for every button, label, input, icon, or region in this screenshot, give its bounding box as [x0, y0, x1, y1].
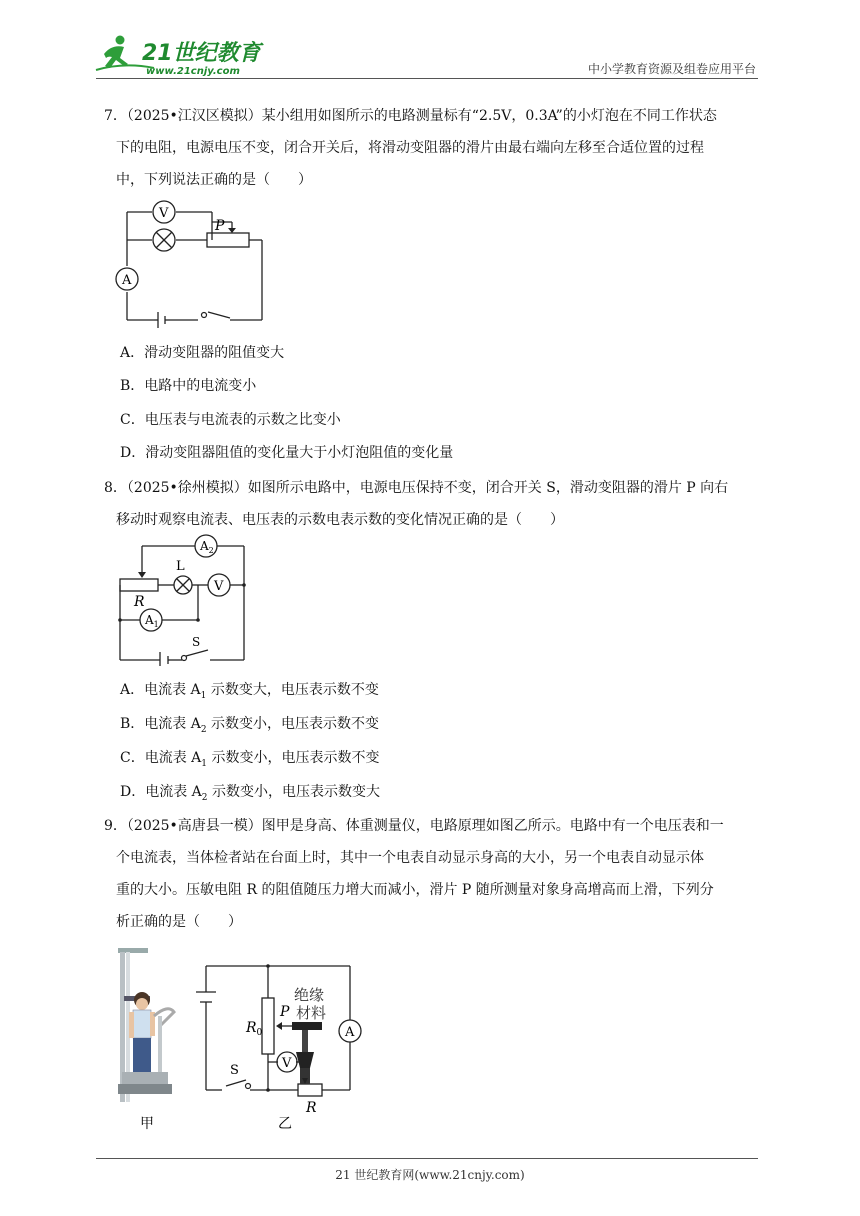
question-9-number: 9． [104, 818, 127, 834]
figure-b-switch-label: S [230, 1063, 239, 1078]
question-8-option-a[interactable]: A．电流表 $A_1$ 示数变大，电压表示数不变 [120, 682, 379, 701]
figure-b-r0-label: R [246, 1020, 257, 1036]
figure-b-resistor-label: R [306, 1100, 317, 1116]
question-8-option-b[interactable]: B．电流表 $A_2$ 示数变小，电压表示数不变 [120, 716, 380, 735]
footer-site-link[interactable]: 21 世纪教育网(www.21cnjy.com) [335, 1168, 525, 1182]
question-7-number: 7． [104, 108, 127, 124]
logo-main-text: 21世纪教育 [142, 41, 261, 66]
figure-a-caption: 甲 [140, 1116, 154, 1132]
question-7-line-2: 下的电阻，电源电压不变，闭合开关后，将滑动变阻器的滑片由最右端向左移至合适位置的过程 [116, 140, 704, 156]
question-8-circuit-diagram [112, 534, 262, 666]
question-8-option-c[interactable]: C．电流表 $A_1$ 示数变小，电压表示数不变 [120, 750, 380, 769]
question-8-line-2: 移动时观察电流表、电压表的示数电表示数的变化情况正确的是（ ） [116, 512, 564, 528]
question-7-option-b[interactable]: B．电路中的电流变小 [120, 378, 257, 394]
figure-b-insulation-line-1: 绝缘 [294, 986, 325, 1004]
q8-a1-sub: 1 [153, 620, 159, 629]
figure-b-insulation-line-2: 材料 [296, 1004, 327, 1022]
figure-b-ammeter-label: A [345, 1025, 355, 1040]
question-8-option-d[interactable]: D．电流表 $A_2$ 示数变小，电压表示数变大 [120, 784, 380, 803]
site-logo [94, 34, 264, 80]
question-7-option-a[interactable]: A．滑动变阻器的阻值变大 [120, 345, 285, 361]
q8-lamp-label: L [176, 559, 185, 574]
question-9-line-1: （2025•高唐县一模）图甲是身高、体重测量仪，电路原理如图乙所示。电路中有一个电压表和一 [126, 818, 724, 834]
question-8-number: 8． [104, 480, 127, 496]
logo-url-text: www.21cnjy.com [146, 66, 240, 77]
q7-voltmeter-label: V [159, 206, 169, 221]
q8-voltmeter-label: V [214, 579, 224, 594]
question-9-line-2: 个电流表，当体检者站在台面上时，其中一个电表自动显示身高的大小，另一个电表自动显示体 [116, 850, 704, 866]
svg-text:A2 [199, 539, 214, 555]
q8-a2-label: A [200, 539, 209, 553]
q8-a2-sub: 2 [208, 546, 214, 555]
figure-b-voltmeter-label: V [282, 1056, 292, 1071]
q7-ammeter-label: A [122, 273, 132, 288]
question-9-line-3: 重的大小。压敏电阻 R 的阻值随压力增大而减小，滑片 P 随所测量对象身高增高而上滑，下列分 [116, 882, 714, 898]
question-8-line-1: （2025•徐州模拟）如图所示电路中，电源电压保持不变，闭合开关 S，滑动变阻器的滑片 P 向右 [126, 480, 729, 496]
question-9-line-4: 析正确的是（ ） [116, 914, 242, 930]
question-9-figure-a-device [112, 946, 187, 1136]
svg-text:R0 [245, 1020, 263, 1038]
q8-a1-label: A [145, 613, 154, 627]
question-9-figure-b-circuit [196, 956, 366, 1136]
figure-b-slider-label: P [280, 1004, 290, 1020]
person-figure [129, 992, 155, 1074]
question-9-stem [104, 810, 764, 938]
figure-b-caption: 乙 [278, 1116, 292, 1132]
question-7-option-c[interactable]: C．电压表与电流表的示数之比变小 [120, 412, 341, 428]
question-7-stem [104, 100, 764, 196]
question-7-line-3: 中，下列说法正确的是（ ） [116, 172, 312, 188]
question-7-line-1: （2025•江汉区模拟）某小组用如图所示的电路测量标有“2.5V，0.3A”的小灯泡在不同工作状态 [126, 108, 717, 124]
q8-resistor-label: R [134, 594, 145, 610]
header-divider [96, 78, 758, 79]
question-7-option-d[interactable]: D．滑动变阻器阻值的变化量大于小灯泡阻值的变化量 [120, 445, 454, 461]
svg-text:A1 [144, 613, 159, 629]
question-8-stem [104, 472, 764, 536]
q8-switch-label: S [192, 635, 201, 649]
question-7-circuit-diagram [112, 200, 272, 330]
footer-divider [96, 1158, 758, 1159]
q7-slider-label: P [215, 218, 225, 234]
figure-b-r0-sub: 0 [256, 1028, 263, 1038]
header-platform-title: 中小学教育资源及组卷应用平台 [587, 62, 756, 76]
